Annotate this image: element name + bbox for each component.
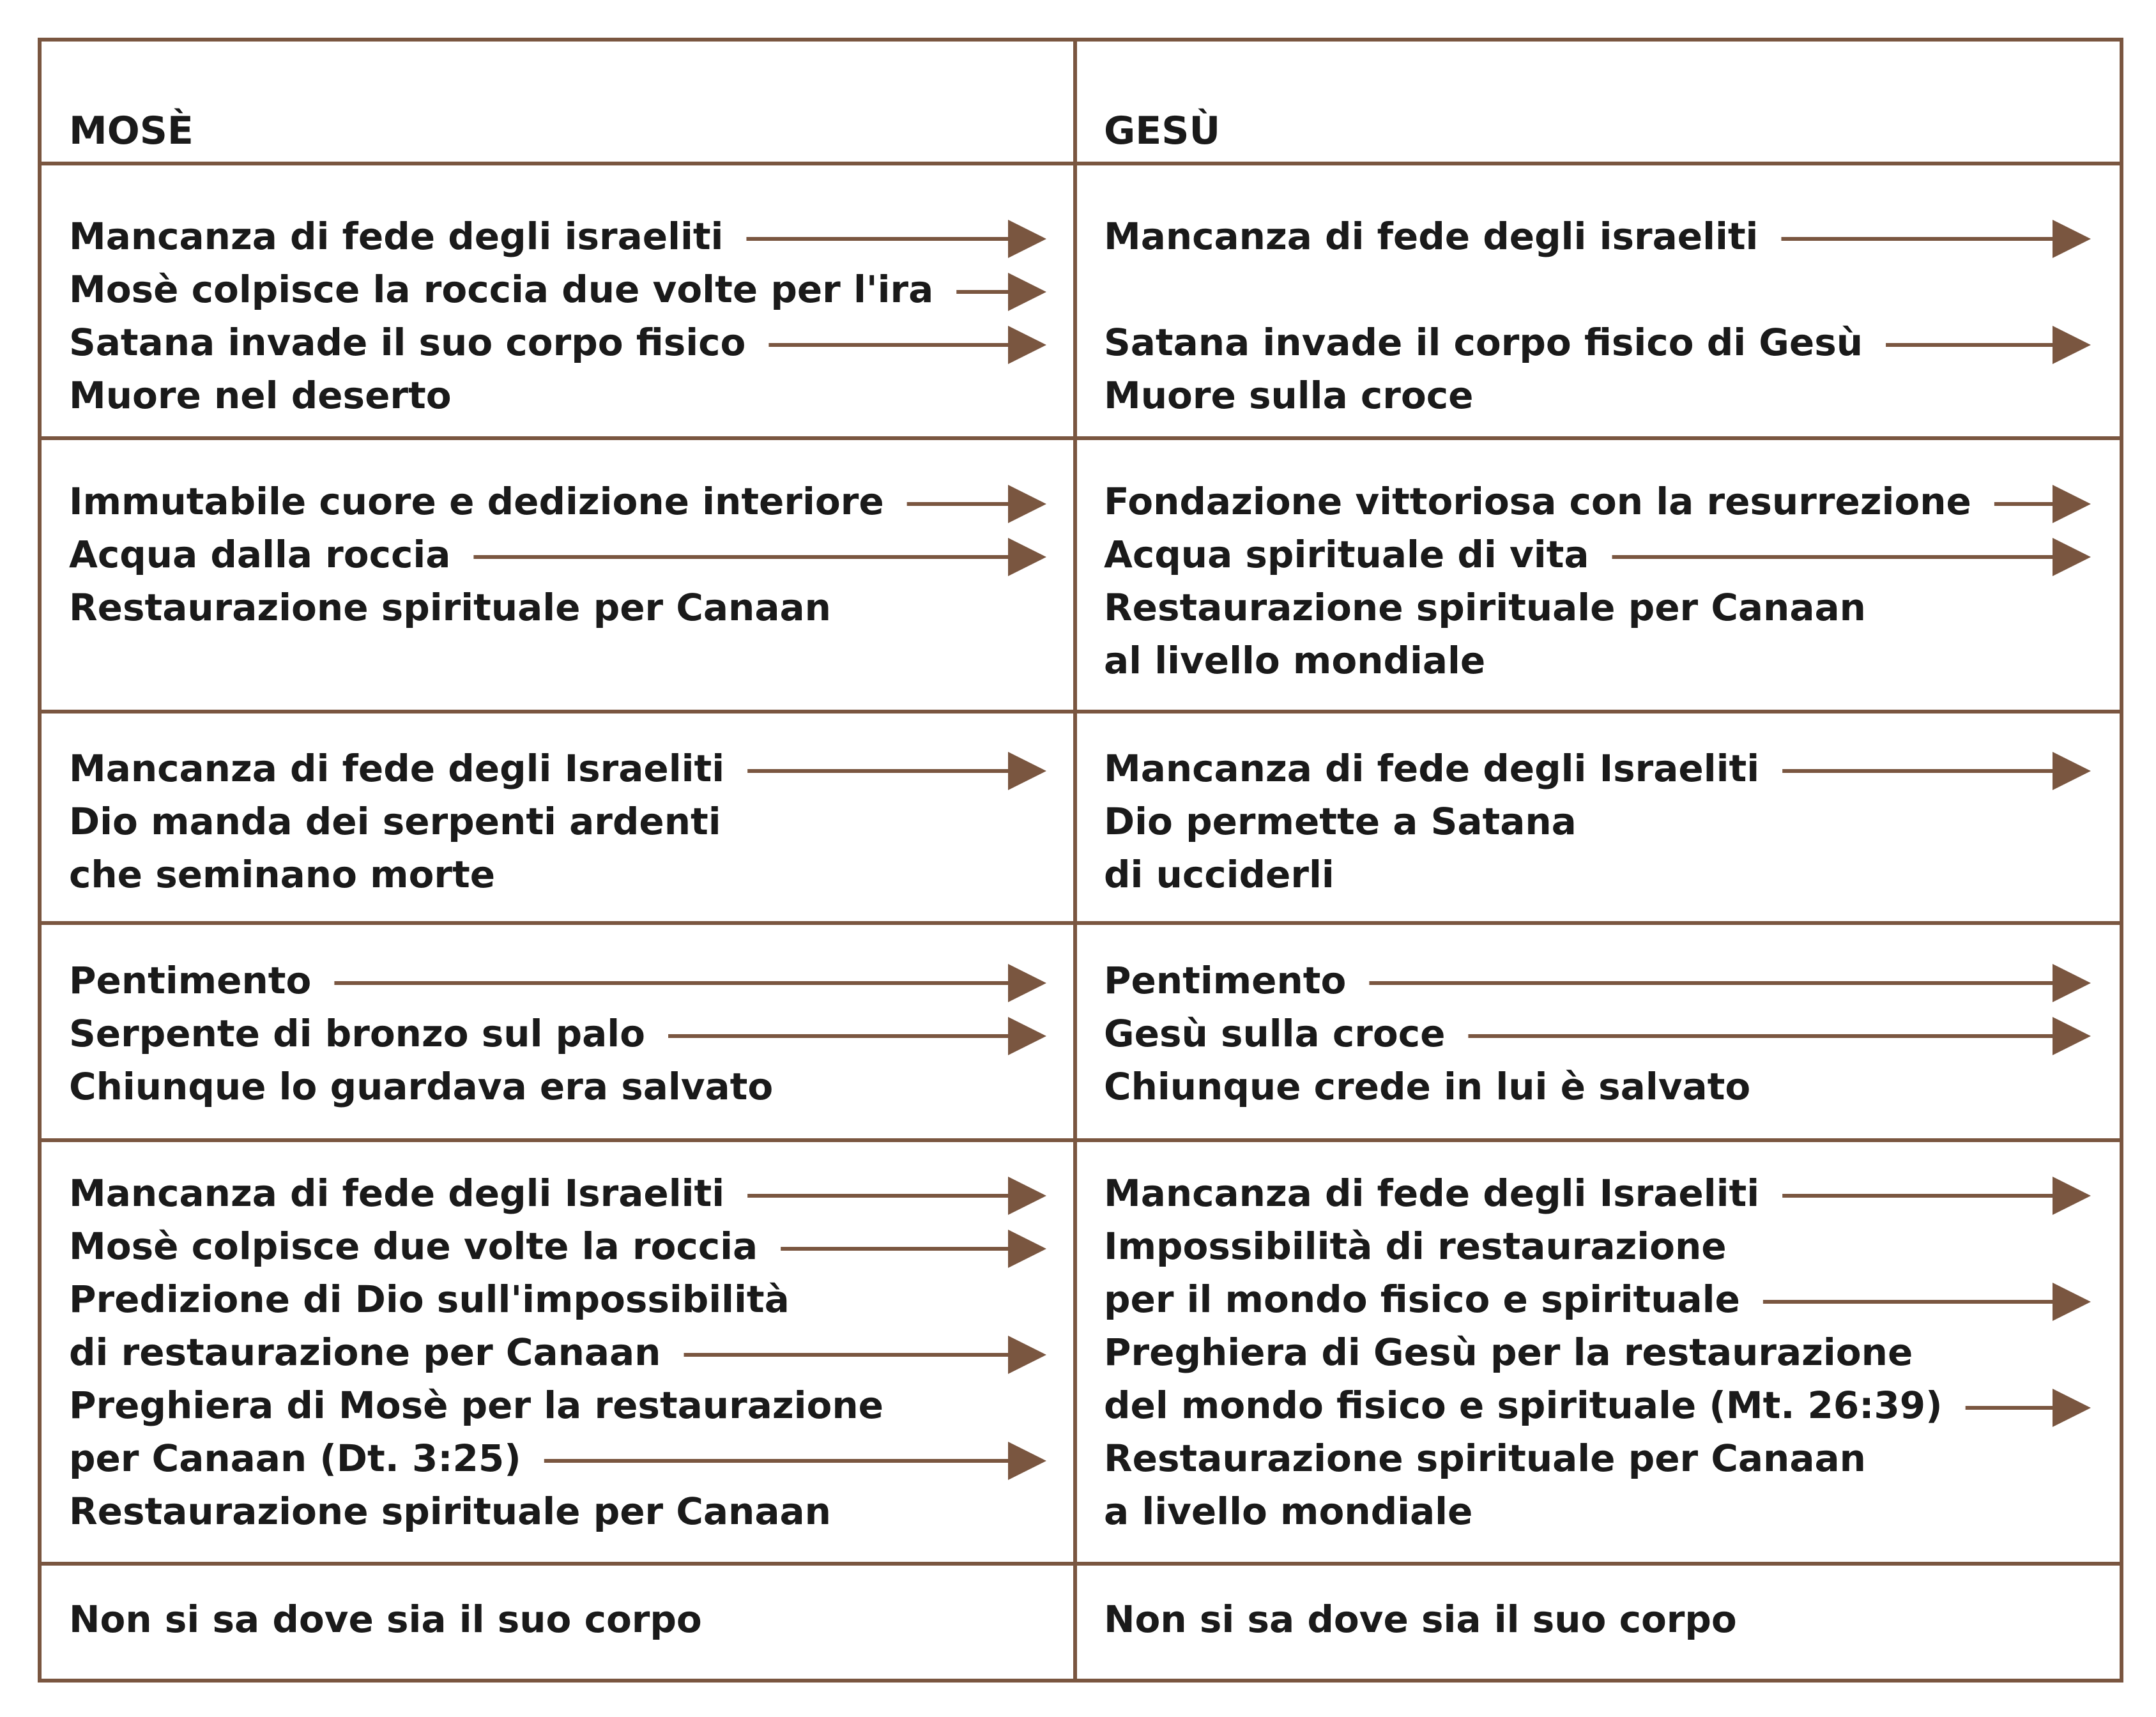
- cell-line-left: Chiunque lo guardava era salvato: [69, 1065, 774, 1108]
- cell-line-right: a livello mondiale: [1104, 1490, 1473, 1533]
- cell-line-left: Muore nel deserto: [69, 374, 452, 417]
- cell-line-left: Mosè colpisce la roccia due volte per l'ira: [69, 268, 934, 311]
- cell-line-right: Impossibilità di restaurazione: [1104, 1225, 1727, 1268]
- cell-line-left: che seminano morte: [69, 853, 496, 896]
- cell-line-right: Dio permette a Satana: [1104, 800, 1577, 843]
- cell-line-left: Restaurazione spirituale per Canaan: [69, 1490, 831, 1533]
- cell-line-left: Mancanza di fede degli israeliti: [69, 215, 724, 258]
- cell-line-left: Pentimento: [69, 959, 312, 1002]
- cell-line-left: Serpente di bronzo sul palo: [69, 1012, 646, 1055]
- cell-line-left: Mosè colpisce due volte la roccia: [69, 1225, 758, 1268]
- table-body: [69, 215, 2087, 1641]
- cell-line-left: di restaurazione per Canaan: [69, 1331, 661, 1374]
- cell-line-left: Acqua dalla roccia: [69, 533, 451, 576]
- cell-line-left: per Canaan (Dt. 3:25): [69, 1437, 521, 1480]
- cell-line-right: al livello mondiale: [1104, 639, 1486, 682]
- cell-line-right: Fondazione vittoriosa con la resurrezione: [1104, 480, 1971, 523]
- cell-line-left: Non si sa dove sia il suo corpo: [69, 1598, 702, 1641]
- cell-line-right: Preghiera di Gesù per la restaurazione: [1104, 1331, 1913, 1374]
- cell-line-right: Gesù sulla croce: [1104, 1012, 1446, 1055]
- cell-line-left: Satana invade il suo corpo fisico: [69, 321, 746, 364]
- cell-line-left: Restaurazione spirituale per Canaan: [69, 586, 831, 629]
- cell-line-right: Muore sulla croce: [1104, 374, 1474, 417]
- header-gesu: GESÙ: [1104, 109, 1221, 153]
- cell-line-right: Pentimento: [1104, 959, 1347, 1002]
- cell-line-left: Dio manda dei serpenti ardenti: [69, 800, 721, 843]
- cell-line-right: del mondo fisico e spirituale (Mt. 26:39): [1104, 1384, 1943, 1427]
- cell-line-left: Preghiera di Mosè per la restaurazione: [69, 1384, 883, 1427]
- cell-line-right: Satana invade il corpo fisico di Gesù: [1104, 321, 1863, 364]
- cell-line-right: Chiunque crede in lui è salvato: [1104, 1065, 1751, 1108]
- cell-line-right: Non si sa dove sia il suo corpo: [1104, 1598, 1737, 1641]
- cell-line-right: Mancanza di fede degli Israeliti: [1104, 747, 1760, 790]
- cell-line-left: Mancanza di fede degli Israeliti: [69, 747, 725, 790]
- cell-line-right: Restaurazione spirituale per Canaan: [1104, 1437, 1866, 1480]
- cell-line-right: Acqua spirituale di vita: [1104, 533, 1589, 576]
- cell-line-right: Restaurazione spirituale per Canaan: [1104, 586, 1866, 629]
- header-mose: MOSÈ: [69, 109, 194, 153]
- cell-line-left: Mancanza di fede degli Israeliti: [69, 1171, 725, 1215]
- cell-line-right: Mancanza di fede degli israeliti: [1104, 215, 1759, 258]
- cell-line-left: Immutabile cuore e dedizione interiore: [69, 480, 884, 523]
- cell-line-right: Mancanza di fede degli Israeliti: [1104, 1171, 1760, 1215]
- cell-line-right: per il mondo fisico e spirituale: [1104, 1278, 1740, 1321]
- cell-line-left: Predizione di Dio sull'impossibilità: [69, 1278, 790, 1321]
- cell-line-right: di ucciderli: [1104, 853, 1334, 896]
